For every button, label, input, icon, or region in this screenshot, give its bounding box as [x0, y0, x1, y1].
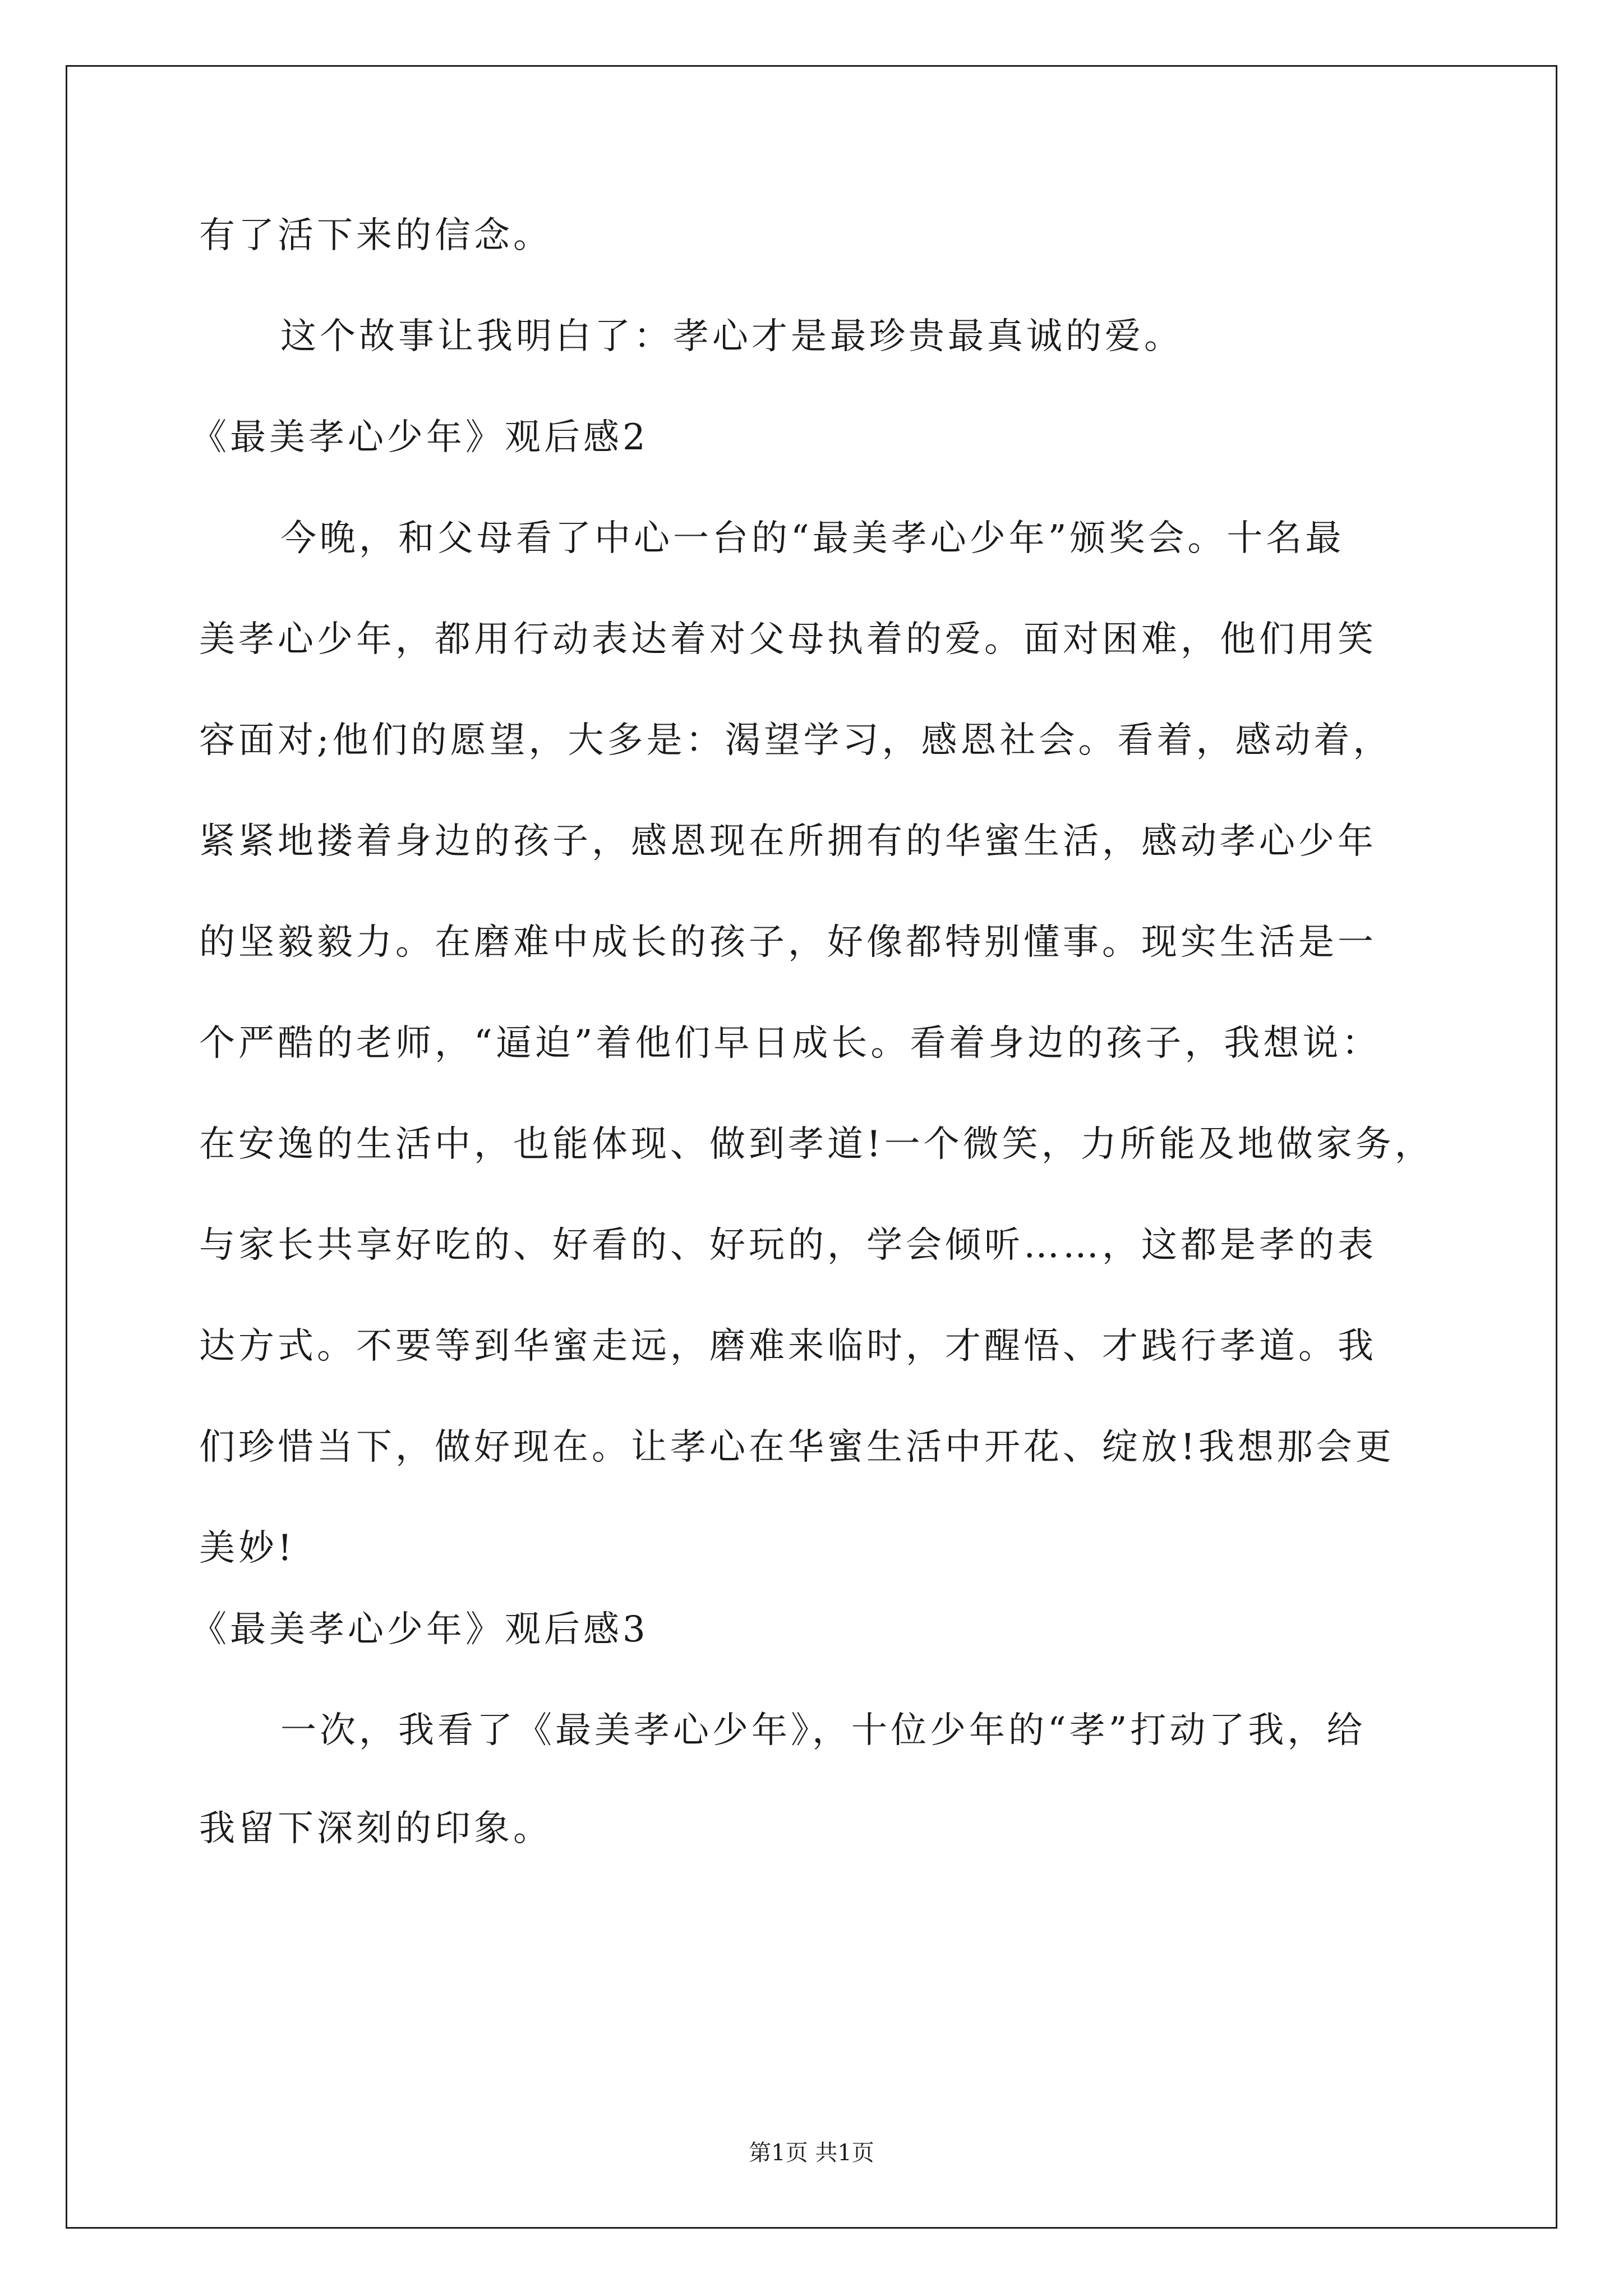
- paragraph-line: 与家长共享好吃的、好看的、好玩的，学会倾听……，这都是孝的表: [199, 1225, 1377, 1266]
- paragraph-line: 们珍惜当下，做好现在。让孝心在华蜜生活中开花、绽放!我想那会更: [199, 1427, 1395, 1468]
- paragraph-line: 美妙!: [199, 1527, 296, 1569]
- paragraph-line: 的坚毅毅力。在磨难中成长的孩子，好像都特别懂事。现实生活是一: [199, 922, 1377, 963]
- paragraph-line: 在安逸的生活中，也能体现、做到孝道!一个微笑，力所能及地做家务，: [199, 1124, 1434, 1165]
- paragraph-line: 有了活下来的信念。: [199, 215, 552, 256]
- paragraph-line: 容面对;他们的愿望，大多是：渴望学习，感恩社会。看着，感动着，: [199, 720, 1393, 761]
- paragraph-line: 紧紧地搂着身边的孩子，感恩现在所拥有的华蜜生活，感动孝心少年: [199, 821, 1377, 862]
- paragraph-line: 今晚，和父母看了中心一台的“最美孝心少年”颁奖会。十名最: [280, 518, 1345, 559]
- paragraph-line: 美孝心少年，都用行动表达着对父母执着的爱。面对困难，他们用笑: [199, 619, 1377, 660]
- paragraph-line: 这个故事让我明白了：孝心才是最珍贵最真诚的爱。: [280, 316, 1183, 357]
- section-heading: 《最美孝心少年》观后感2: [191, 417, 649, 458]
- page-number-footer: 第1页 共1页: [749, 2140, 874, 2166]
- paragraph-line: 个严酷的老师，“逼迫”着他们早日成长。看着身边的孩子，我想说：: [199, 1023, 1381, 1064]
- paragraph-line: 我留下深刻的印象。: [199, 1808, 552, 1849]
- section-heading: 《最美孝心少年》观后感3: [191, 1609, 649, 1650]
- paragraph-line: 一次，我看了《最美孝心少年》，十位少年的“孝”打动了我，给: [280, 1710, 1366, 1751]
- paragraph-line: 达方式。不要等到华蜜走远，磨难来临时，才醒悟、才践行孝道。我: [199, 1326, 1377, 1367]
